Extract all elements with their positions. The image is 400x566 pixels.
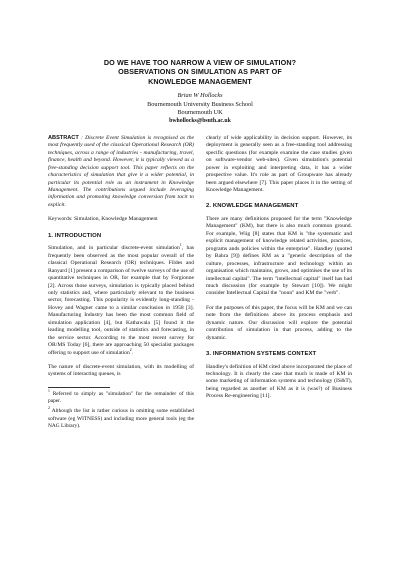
footnote-rule [48,387,110,388]
title-line-3: KNOWLEDGE MANAGEMENT [148,76,252,86]
footnote-2 [48,408,194,430]
footnote-1-text: Referred to simply as "simulation" for the remainder of this paper. [48,390,194,405]
two-column-body [48,135,352,430]
intro-paragraph-2: The nature of discrete-event simulation, with its modelling of systems of interacting queues, is [48,364,194,378]
author-name: Brian W Hollocks [177,92,223,100]
author-affiliation: Bournemouth University Business School [147,100,253,108]
section-heading-knowledge-management: 2. KNOWLEDGE MANAGEMENT [206,203,299,210]
footnote-mark-1: 1 [48,389,50,394]
author-email: bwhollocks@bsuth.ac.uk [169,118,231,125]
intro-text-b: , has frequently been observed as the most popular overall of the classical Operational Research (OR) techniques. Fildes and Ranyard [1] present a comparison of twelve surveys of the use of quantitative techniques in OR, for example that by Forgionne [2]. Across those surveys, simulation is typically placed behind only statistics and, where particularly relevant to the business sector, forecasting. This popularity is evidently long-standing - Hovey and Wagner came to a similar conclusion in 1958 [3]. Manufacturing Industry has been the most common field of simulation application [4], but Kathawala [5] found it the leading modelling tool, outside of statistics and forecasting, in the service sector. According to the most recent survey for OR/MS Today [6], there are approaching 50 specialist packages offering to support use of simulation [48,245,194,356]
title-line-1: DO WE HAVE TOO NARROW A VIEW OF SIMULATION? [103,58,297,67]
intro-paragraph-1 [48,245,194,357]
footnote-2-text: Although the list is rather curious in omitting some established software (eg WITNESS) and including more general tools (eg the NAG Library). [48,408,194,429]
paper-title [48,58,352,86]
footnote-ref-1: 1 [179,243,182,248]
intro-continuation: clearly of wide applicability in decision support. However, its deployment is generally seen as a free-standing tool addressing specific questions (for example examine the case studies given on software-vendor web-sites). Given simulation's potential power in exploiting and interpreting data, it has a wider prospective value. It's role as part of Groupware has already been argued elsewhere [7]. This paper places it in the setting of Knowledge Management. [206,134,352,194]
intro-text-c: . [131,349,134,356]
abstract: ABSTRACT : Discrete Event Simulation is recognised as the most frequently used of the classical Operational Research (OR) techniques, across a range of industries - manufacturing, travel, finance, health and beyond. However, it is typically viewed as a free-standing decision support tool. This paper reflects on the characteristics of simulation that give it a wider potential, in particular its potential role as an instrument in Knowledge Management. The contributions argued include leveraging information and promoting knowledge conversion from tacit to explicit. [48,134,194,208]
section-heading-information-systems-context: 3. INFORMATION SYSTEMS CONTEXT [206,351,317,358]
footnote-1 [48,391,194,405]
author-block [48,92,352,126]
km-paragraph-1: There are many definitions proposed for the term "Knowledge Management" (KM), but there is also much common ground. For example, Wiig [8] states that KM is "the systematic and explicit management of knowledge related activities, practices, programs ands policies within the enterprise". Handley (quoted by Bahra [9]) defines KM as a "generic description of the culture, processes, infrastructure and technology within an organisation which maintains, grows, and optimises the use of its intellectual capital". The term "intellectual capital" itself has had much discussion (for example by Stewart [10]). We might consider Intellectual Capital the "noun" and KM the "verb". [206,215,352,297]
footnote-mark-2: 2 [48,406,50,411]
isc-paragraph-1: Handley's definition of KM cited above incorporated the place of technology. It is clearly the case that much is made of KM in some marketing of information systems and technology (IS&T), being regarded as another of KM as it is (was?) of Business Process Re-engineering [11]. [206,363,352,400]
keywords: Keywords: Simulation, Knowledge Management [48,216,158,223]
section-heading-introduction: 1. INTRODUCTION [48,232,102,239]
author-location: Bournemouth UK [177,109,223,117]
title-line-2: OBSERVATIONS ON SIMULATION AS PART OF [118,67,282,77]
footnote-ref-2: 2 [129,347,132,352]
intro-text-a: Simulation, and in particular discrete-event simulation [48,245,180,252]
abstract-text: Discrete Event Simulation is recognised as the most frequently used of the classical Operational Research (OR) techniques, across a range of industries - manufacturing, travel, finance, health and beyond. However, it is typically viewed as a free-standing decision support tool. This paper reflects on the characteristics of simulation that give it a wider potential, in particular its potential role as an instrument in Knowledge Management. The contributions argued include leveraging information and promoting knowledge conversion from tacit to explicit. [48,134,194,208]
right-column [206,135,352,430]
left-column [48,135,194,430]
km-paragraph-2: For the purposes of this paper, the focus will be KM and we can note from the definitions above its process emphasis and dynamic nature. Our discussion will explore the potential contribution of simulation in that process, adding to the dynamic. [206,304,352,341]
abstract-label: ABSTRACT [48,134,79,141]
